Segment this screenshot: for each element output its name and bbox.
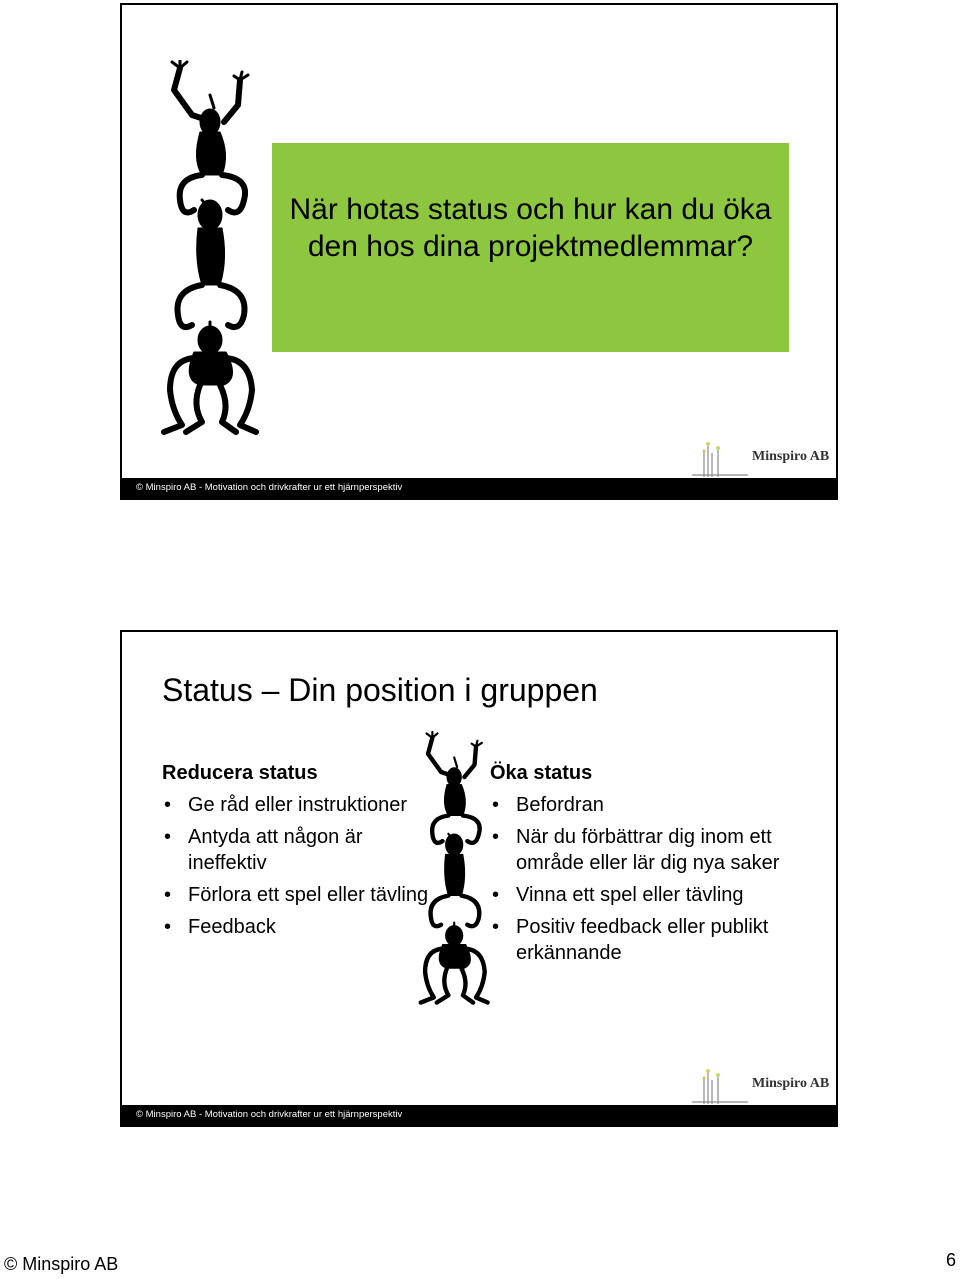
list-item: • Ge råd eller instruktioner [162, 792, 462, 818]
slide-1-title: När hotas status och hur kan du öka den hos dina projektmedlemmar? [289, 193, 772, 263]
list-item: • Befordran [490, 792, 820, 818]
page-copyright: © Minspiro AB [4, 1254, 119, 1274]
stacked-figures-illustration [412, 707, 492, 1037]
increase-status-heading: Öka status [490, 762, 593, 784]
list-item: • Feedback [162, 914, 462, 940]
minspiro-logo [692, 437, 832, 477]
title-box [272, 143, 789, 352]
reduce-status-heading: Reducera status [162, 762, 318, 784]
increase-status-list [490, 792, 820, 966]
logo-text: Minspiro AB [752, 449, 830, 464]
plant-logo-icon [692, 437, 752, 477]
page-number: 6 [945, 1250, 956, 1270]
list-item: • Antyda att någon är ineffektiv [162, 824, 388, 876]
slide-2 [120, 630, 838, 1127]
minspiro-logo [692, 1064, 832, 1104]
slide-2-title: Status – Din position i gruppen [162, 672, 598, 708]
increase-status-column [490, 760, 820, 972]
footer-bar [122, 1105, 836, 1125]
list-item: • När du förbättrar dig inom ett område eller lär dig nya saker [490, 824, 796, 876]
slide-1 [120, 3, 838, 500]
logo-text: Minspiro AB [752, 1076, 830, 1091]
list-item: • Vinna ett spel eller tävling [490, 882, 820, 908]
list-item: • Förlora ett spel eller tävling [162, 882, 462, 908]
footer-text: © Minspiro AB - Motivation och drivkrafter ur ett hjärnperspektiv [136, 1109, 403, 1120]
plant-logo-icon [692, 1064, 752, 1104]
stacked-figures-illustration [152, 60, 262, 445]
list-item: • Positiv feedback eller publikt erkännande [490, 914, 816, 966]
footer-bar [122, 478, 836, 498]
footer-text: © Minspiro AB - Motivation och drivkrafter ur ett hjärnperspektiv [136, 482, 403, 493]
